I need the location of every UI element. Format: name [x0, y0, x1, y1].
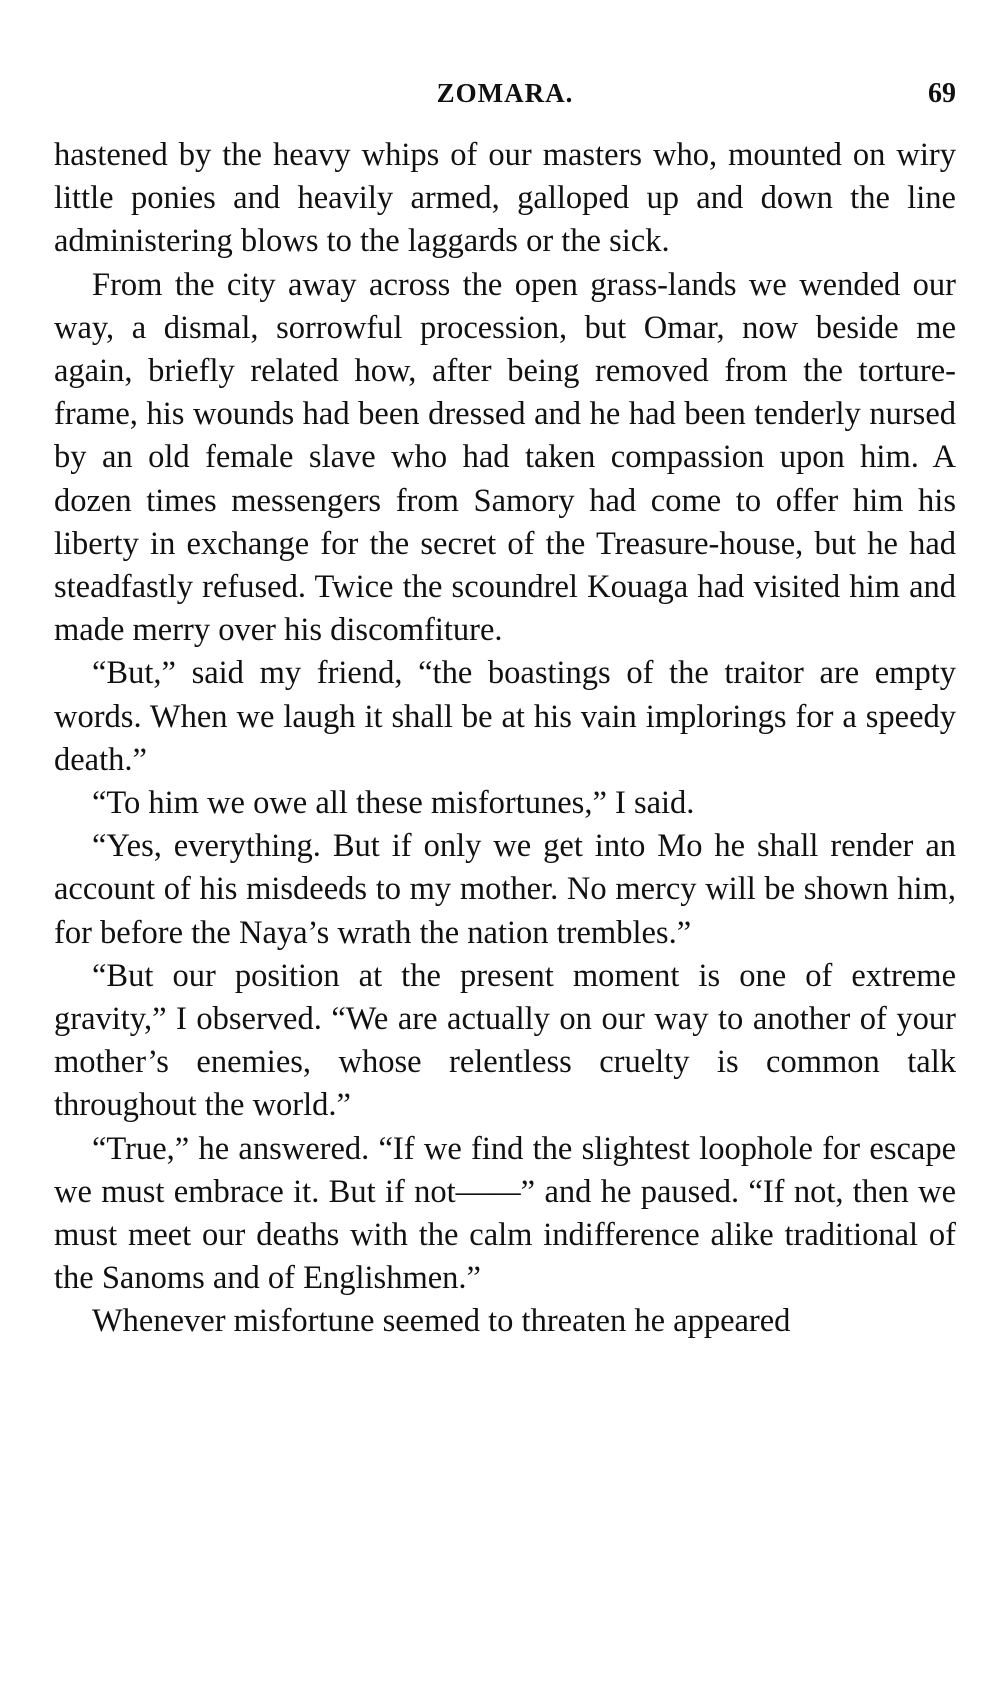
paragraph: Whenever misfortune seemed to threaten he appeared — [92, 1303, 791, 1340]
body-text — [54, 134, 956, 1344]
page-number: 69 — [928, 78, 956, 109]
book-page — [54, 0, 956, 1699]
paragraph: “True,” he answered. “If we find the slightest loophole for escape we must embrace it. But if not——” and he paused. “If not, then we must meet our deaths with the calm indifference alike traditional of the Sanoms and of Englishmen.” — [54, 1130, 956, 1297]
paragraph: From the city away across the open grass-lands we wended our way, a dismal, sorrowful procession, but Omar, now beside me again, briefly related how, after being removed from the torture-frame, his wounds had been dressed and he had been tenderly nursed by an old female slave who had taken compassion upon him. A dozen times messengers from Samory had come to offer him his liberty in exchange for the secret of the Treasure-house, but he had steadfastly refused. Twice the scoundrel Kouaga had visited him and made merry over his discomfiture. — [54, 266, 956, 649]
running-title: ZOMARA. — [436, 78, 574, 108]
paragraph: “But our position at the present moment is one of extreme gravity,” I observed. “We are actually on our way to another of your mother’s enemies, whose relentless cruelty is common talk throughout the world.” — [54, 957, 956, 1124]
paragraph: “To him we owe all these misfortunes,” I said. — [92, 785, 695, 822]
paragraph: “Yes, everything. But if only we get into Mo he shall render an account of his misdeeds to my mother. No mercy will be shown him, for before the Naya’s wrath the nation trembles.” — [54, 828, 956, 951]
paragraph: “But,” said my friend, “the boastings of the traitor are empty words. When we laugh it shall be at his vain implorings for a speedy death.” — [54, 655, 956, 778]
paragraph-continuation: hastened by the heavy whips of our masters who, mounted on wiry little ponies and heavily armed, galloped up and down the line administering blows to the laggards or the sick. — [54, 137, 956, 260]
running-head — [54, 78, 956, 118]
